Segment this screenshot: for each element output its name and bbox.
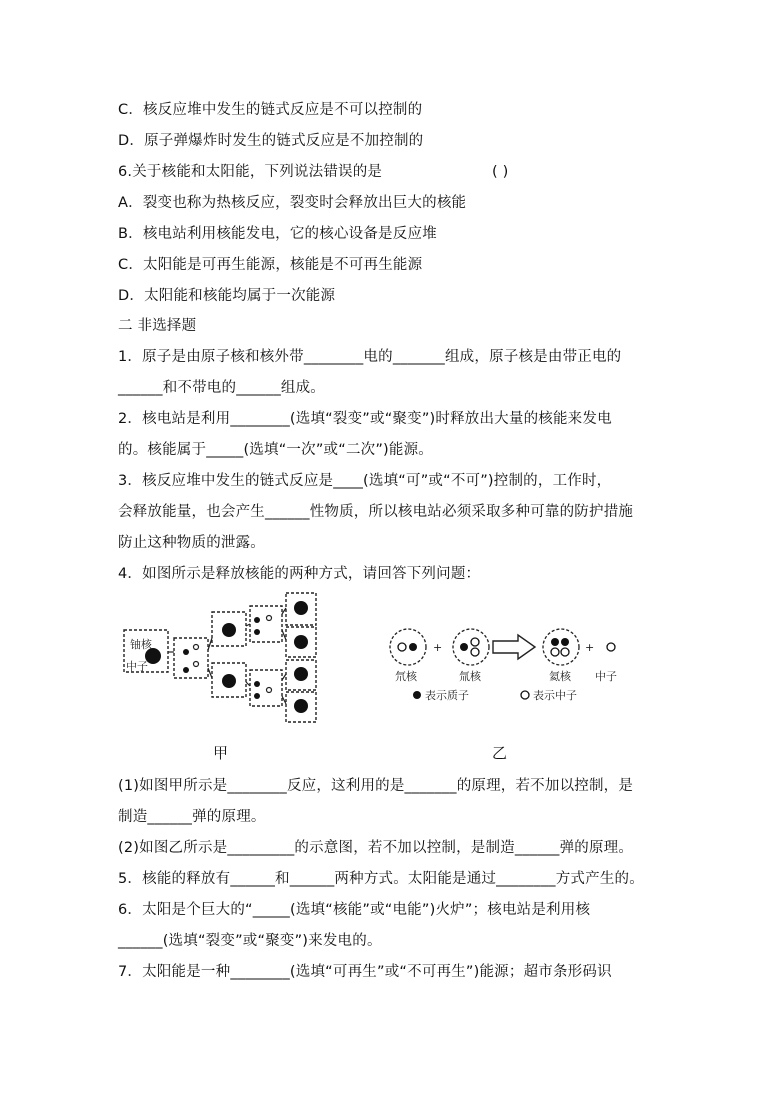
question-6-bracket: ( ) bbox=[492, 164, 509, 180]
label-uranium: 铀核 bbox=[130, 638, 152, 651]
option-6c-prev: C．核反应堆中发生的链式反应是不可以控制的 bbox=[118, 102, 423, 118]
caption-jia: 甲 bbox=[213, 744, 229, 762]
option-b: B．核电站利用核能发电，它的核心设备是反应堆 bbox=[118, 226, 437, 242]
q3-line2: 会释放能量，也会产生______性物质，所以核电站必须采取多种可靠的防护措施 bbox=[118, 504, 634, 520]
q4-1-line2: 制造______弹的原理。 bbox=[118, 809, 266, 825]
label-deuterium: 氘核 bbox=[395, 670, 417, 683]
q1-line2: ______和不带电的______组成。 bbox=[118, 380, 325, 396]
q2-line1: 2．核电站是利用________(选填“裂变”或“聚变”)时释放出大量的核能来发电 bbox=[118, 411, 612, 427]
option-a: A．裂变也称为热核反应，裂变时会释放出巨大的核能 bbox=[118, 195, 467, 211]
q1-line1: 1．原子是由原子核和核外带________电的_______组成，原子核是由带正电的 bbox=[118, 349, 622, 365]
caption-yi: 乙 bbox=[492, 744, 508, 762]
legend-neutron: 表示中子 bbox=[533, 689, 577, 702]
q6-line2: ______(选填“裂变”或“聚变”)来发电的。 bbox=[118, 933, 382, 949]
option-c: C．太阳能是可再生能源，核能是不可再生能源 bbox=[118, 257, 423, 273]
option-6d-prev: D．原子弹爆炸时发生的链式反应是不加控制的 bbox=[118, 133, 424, 149]
option-d: D．太阳能和核能均属于一次能源 bbox=[118, 288, 336, 304]
q4-1-line1: (1)如图甲所示是________反应，这利用的是_______的原理，若不加以控制，是 bbox=[118, 778, 634, 794]
q3-line3: 防止这种物质的泄露。 bbox=[118, 535, 265, 551]
q4-2: (2)如图乙所示是_________的示意图，若不加以控制，是制造______弹的原理。 bbox=[118, 840, 634, 856]
plus-1: + bbox=[433, 641, 443, 654]
figure-yi-fusion bbox=[383, 622, 623, 732]
q3-line1: 3．核反应堆中发生的链式反应是____(选填“可”或“不可”)控制的，工作时， bbox=[118, 473, 612, 489]
plus-2: + bbox=[585, 641, 595, 654]
q4-stem: 4．如图所示是释放核能的两种方式，请回答下列问题： bbox=[118, 566, 481, 582]
label-tritium: 氚核 bbox=[459, 670, 481, 683]
q2-line2: 的。核能属于_____(选填“一次”或“二次”)能源。 bbox=[118, 442, 434, 458]
section-heading: 二 非选择题 bbox=[118, 318, 197, 334]
figure-jia-chain-reaction bbox=[122, 590, 322, 740]
q7-line1: 7．太阳能是一种________(选填“可再生”或“不可再生”)能源；超市条形码识 bbox=[118, 964, 612, 980]
label-neutron-yi: 中子 bbox=[595, 670, 617, 683]
question-6-stem: 6.关于核能和太阳能，下列说法错误的是 bbox=[118, 164, 383, 180]
q6-line1: 6．太阳是个巨大的“_____(选填“核能”或“电能”)火炉”；核电站是利用核 bbox=[118, 902, 591, 918]
label-neutron-jia: 中子 bbox=[126, 660, 148, 673]
legend-proton: 表示质子 bbox=[425, 689, 469, 702]
q5: 5．核能的释放有______和______两种方式。太阳能是通过________方式产生的。 bbox=[118, 871, 644, 887]
label-helium: 氦核 bbox=[549, 670, 571, 683]
